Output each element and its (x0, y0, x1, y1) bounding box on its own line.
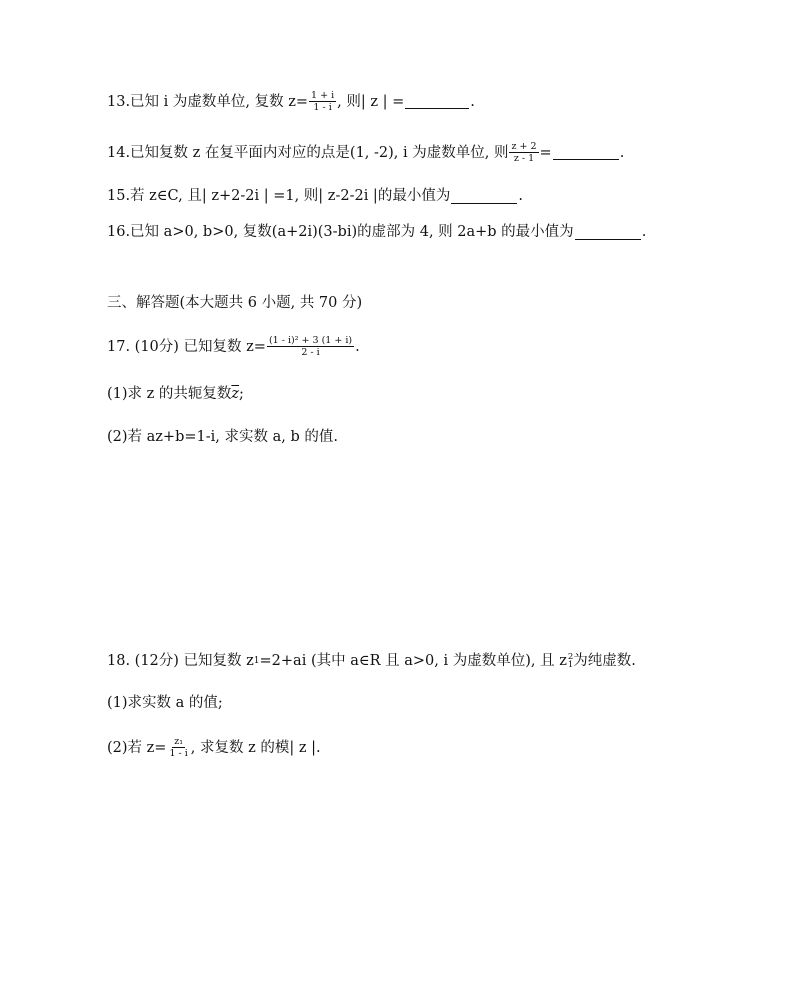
q18-fraction (167, 736, 189, 759)
q18-superscript: 2 (567, 652, 574, 662)
q16-answer-blank[interactable] (575, 225, 641, 240)
question-17 (107, 335, 360, 358)
q18-subscript-1: 1 (253, 656, 260, 666)
q17-text: 17. (10分) 已知复数 z= (107, 338, 266, 355)
q18-part-1 (107, 693, 223, 713)
q18-part-2 (107, 736, 321, 759)
q18-text-b: =2+ai (其中 a∈R 且 a>0, i 为虚数单位), 且 z (259, 653, 567, 669)
q18-part1-text: (1)求实数 a 的值; (107, 695, 223, 711)
question-15 (107, 186, 523, 206)
q17-end: . (355, 338, 360, 355)
q13-text: 13.已知 i 为虚数单位, 复数 z= (107, 93, 309, 110)
q17-part1-end: ; (239, 386, 244, 402)
q16-text: 16.已知 a>0, b>0, 复数(a+2i)(3-bi)的虚部为 4, 则 2a+b 的最小值为 (107, 224, 574, 240)
question-16 (107, 222, 646, 242)
q17-fraction (267, 335, 354, 358)
question-18 (107, 651, 636, 671)
q13-frac-numerator: 1 + i (311, 90, 335, 101)
q13-answer-blank[interactable] (405, 94, 469, 109)
q14-end: . (619, 144, 625, 161)
q13-text-b: , 则| z | = (337, 93, 405, 110)
q15-end: . (518, 188, 523, 204)
section-3-heading: 三、解答题(本大题共 6 小题, 共 70 分) (107, 295, 363, 311)
q13-frac-denominator: 1 - i (313, 102, 332, 113)
q18-text: 18. (12分) 已知复数 z (107, 653, 254, 669)
q15-text: 15.若 z∈C, 且| z+2-2i | =1, 则| z-2-2i |的最小值为 (107, 188, 451, 204)
q17-part1-text: (1)求 z 的共轭复数 (107, 386, 232, 402)
q18-part2-text-b: , 求复数 z 的模| z |. (190, 739, 321, 756)
q14-text: 14.已知复数 z 在复平面内对应的点是(1, -2), i 为虚数单位, 则 (107, 144, 509, 161)
q14-frac-denominator: z - 1 (513, 153, 535, 164)
q18-subscript-2: 1 (567, 660, 574, 670)
q18-frac-denominator: 1 - i (169, 748, 188, 759)
q13-end: . (470, 93, 475, 110)
q18-frac-numerator: z₁ (174, 736, 184, 747)
question-13 (107, 90, 475, 113)
q18-text-c: 为纯虚数. (573, 653, 636, 669)
q13-fraction (309, 90, 336, 113)
q18-part2-text: (2)若 z= (107, 739, 167, 756)
question-14 (107, 141, 624, 164)
q17-part-1 (107, 384, 244, 404)
q14-frac-numerator: z + 2 (511, 141, 537, 152)
q16-end: . (641, 224, 647, 240)
q17-conjugate-z: $\overline{z}$ (231, 386, 240, 402)
q15-answer-blank[interactable] (451, 189, 517, 204)
q17-part2-text: (2)若 az+b=1-i, 求实数 a, b 的值. (107, 429, 338, 445)
q17-part-2 (107, 427, 338, 447)
q17-frac-numerator: (1 - i)² + 3 (1 + i) (268, 335, 353, 346)
q14-text-b: = (539, 144, 552, 161)
q14-answer-blank[interactable] (553, 145, 619, 160)
q14-fraction (509, 141, 538, 164)
section-3-title (107, 293, 362, 313)
q17-frac-denominator: 2 - i (301, 347, 320, 358)
